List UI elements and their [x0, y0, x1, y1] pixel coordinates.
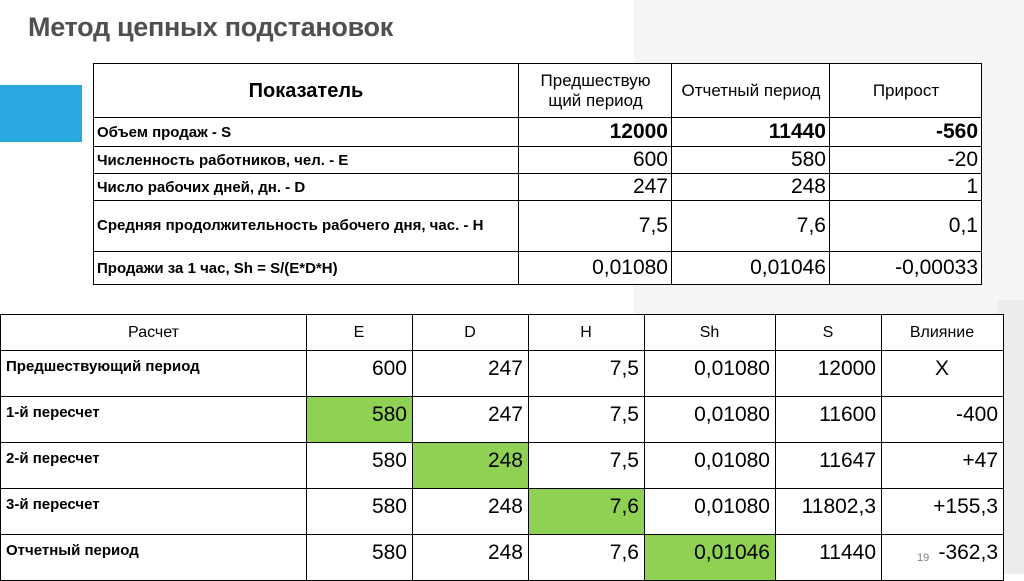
value-cell: 11440 [672, 118, 830, 147]
table-row [1, 397, 1004, 443]
header-cell: E [307, 315, 413, 351]
row-label: 3-й пересчет [1, 489, 307, 535]
table-row [94, 252, 982, 285]
value-cell: 7,5 [529, 443, 645, 489]
value-cell: 248 [413, 489, 529, 535]
accent-bar [0, 85, 82, 142]
value-cell: 580 [307, 535, 413, 581]
highlighted-value-cell: 580 [307, 397, 413, 443]
table-row [94, 118, 982, 147]
value-cell: 580 [307, 443, 413, 489]
value-cell: 7,5 [529, 351, 645, 397]
value-cell: 247 [519, 174, 672, 201]
row-label: Предшествующий период [1, 351, 307, 397]
influence-cell: X [882, 351, 1004, 397]
slide-title: Метод цепных подстановок [28, 12, 393, 42]
influence-cell: -362,3 [882, 535, 1004, 581]
table-row [1, 489, 1004, 535]
value-cell: -20 [830, 147, 982, 174]
header-cell: Прирост [830, 64, 982, 118]
header-cell: S [776, 315, 882, 351]
header-cell: H [529, 315, 645, 351]
influence-cell: +155,3 [882, 489, 1004, 535]
value-cell: 247 [413, 351, 529, 397]
value-cell: 7,6 [672, 201, 830, 252]
header-cell: Предшествую щий период [519, 64, 672, 118]
row-label: 1-й пересчет [1, 397, 307, 443]
value-cell: 0,01080 [645, 351, 776, 397]
value-cell: 0,01080 [645, 443, 776, 489]
value-cell: 12000 [519, 118, 672, 147]
value-cell: 248 [672, 174, 830, 201]
value-cell: 7,5 [529, 397, 645, 443]
value-cell: 0,01080 [645, 489, 776, 535]
table-header-row [94, 64, 982, 118]
value-cell: -0,00033 [830, 252, 982, 285]
highlighted-value-cell: 248 [413, 443, 529, 489]
header-cell: Влияние [882, 315, 1004, 351]
value-cell: 0,01080 [645, 397, 776, 443]
row-label: Численность работников, чел. - E [94, 147, 519, 174]
value-cell: 0,01046 [672, 252, 830, 285]
header-cell: Показатель [94, 64, 519, 118]
row-label: Отчетный период [1, 535, 307, 581]
value-cell: 7,6 [529, 535, 645, 581]
value-cell: 12000 [776, 351, 882, 397]
row-label: Число рабочих дней, дн. - D [94, 174, 519, 201]
influence-cell: +47 [882, 443, 1004, 489]
value-cell: 247 [413, 397, 529, 443]
value-cell: -560 [830, 118, 982, 147]
value-cell: 580 [307, 489, 413, 535]
value-cell: 0,1 [830, 201, 982, 252]
value-cell: 580 [672, 147, 830, 174]
value-cell: 7,5 [519, 201, 672, 252]
chain-substitution-table [0, 314, 1004, 581]
value-cell: 0,01080 [519, 252, 672, 285]
header-cell: Sh [645, 315, 776, 351]
row-label: 2-й пересчет [1, 443, 307, 489]
row-label: Продажи за 1 час, Sh = S/(E*D*H) [94, 252, 519, 285]
influence-cell: -400 [882, 397, 1004, 443]
value-cell: 600 [307, 351, 413, 397]
value-cell: 600 [519, 147, 672, 174]
row-label: Объем продаж - S [94, 118, 519, 147]
header-cell: Отчетный период [672, 64, 830, 118]
page-number: 19 [917, 552, 930, 564]
table-row [94, 174, 982, 201]
header-cell: Расчет [1, 315, 307, 351]
table-header-row [1, 315, 1004, 351]
header-cell: D [413, 315, 529, 351]
value-cell: 11440 [776, 535, 882, 581]
value-cell: 11600 [776, 397, 882, 443]
table-row [94, 147, 982, 174]
value-cell: 1 [830, 174, 982, 201]
value-cell: 248 [413, 535, 529, 581]
table-row [1, 443, 1004, 489]
table-row [1, 351, 1004, 397]
value-cell: 11647 [776, 443, 882, 489]
indicators-table [93, 63, 982, 285]
row-label: Средняя продолжительность рабочего дня, час. - H [94, 201, 519, 252]
value-cell: 11802,3 [776, 489, 882, 535]
highlighted-value-cell: 7,6 [529, 489, 645, 535]
table-row [94, 201, 982, 252]
highlighted-value-cell: 0,01046 [645, 535, 776, 581]
